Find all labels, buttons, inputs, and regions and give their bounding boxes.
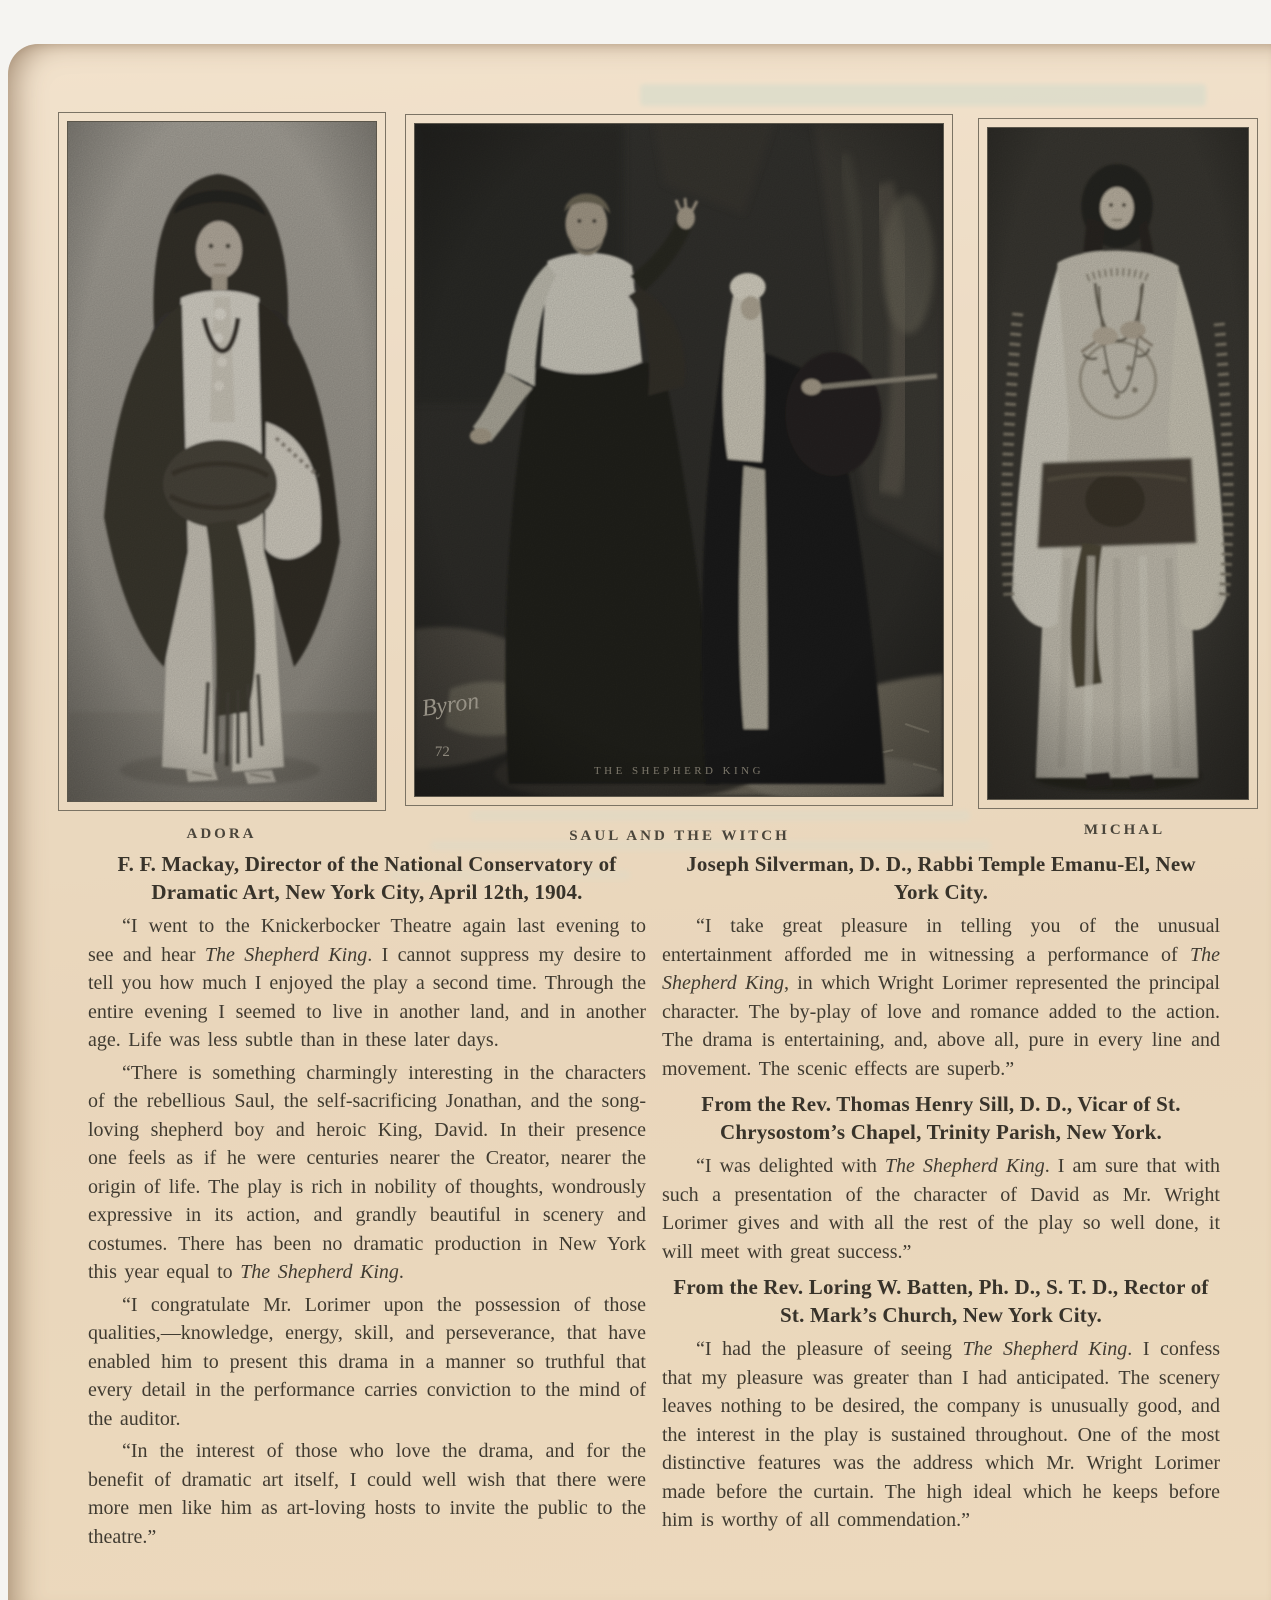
testimonial-paragraph: “There is something charmingly interesting in the characters of the rebellious Saul, the self-sacrificing Jonathan, and the song-loving shepherd boy and heroic King, David. In their presence one feels as if he were centuries nearer the Creator, nearer the origin of life. The play is rich in nobility of thoughts, wondrously expressive in its action, and grandly beautiful in scenery and costumes. There has been no dramatic production in New York this year equal to The Shepherd King. [88, 1061, 646, 1283]
column-right [662, 850, 1220, 1539]
photo-caption-adora: ADORA [186, 826, 257, 842]
testimonial-paragraph: “I was delighted with The Shepherd King. I am sure that with such a presentation of the character of David as Mr. Wright Lorimer gives and with all the rest of the play so well done, it will meet with great success.” [662, 1155, 1220, 1263]
bleed-through-smudge [470, 810, 970, 821]
testimonial-paragraph: “I went to the Knickerbocker Theatre again last evening to see and hear The Shepherd King. I cannot suppress my desire to tell you how much I enjoyed the play a second time. Through the entire evening I seemed to live in another land, and in another age. Life was less subtle than in these later days. [88, 915, 646, 1051]
testimonial-heading-mackay: F. F. Mackay, Director of the National Conservatory of Dramatic Art, New York City, April 12th, 1904. [117, 852, 617, 904]
saul-witch-photo-illustration [415, 124, 943, 796]
photo-michal-image [987, 127, 1249, 800]
photo-adora [58, 112, 386, 811]
testimonial-paragraph: “In the interest of those who love the drama, and for the benefit of dramatic art itself, I could well wish that there were more men like him as art-loving hosts to invite the public to the theatre.” [88, 1440, 646, 1548]
plate-number: 72 [434, 743, 450, 761]
photo-saul-and-witch [405, 114, 953, 806]
page [8, 44, 1271, 1600]
michal-photo-illustration [988, 128, 1248, 799]
embedded-photo-title: THE SHEPHERD KING [594, 764, 764, 778]
column-left [88, 850, 646, 1555]
bleed-through-band [640, 84, 1206, 106]
photo-caption-michal: MICHAL [1083, 822, 1166, 838]
testimonial-heading-silverman: Joseph Silverman, D. D., Rabbi Temple Emanu-El, New York City. [686, 852, 1196, 904]
testimonial-heading-batten: From the Rev. Loring W. Batten, Ph. D., S. T. D., Rector of St. Mark’s Church, New York City. [673, 1275, 1209, 1327]
testimonial-paragraph: “I had the pleasure of seeing The Shepherd King. I confess that my pleasure was greater than I had anticipated. The scenery leaves nothing to be desired, the company is unusually good, and the interest in the play is sustained throughout. One of the most distinctive features was the address which Mr. Wright Lorimer made before the curtain. The high ideal which he keeps before him is worthy of all commendation.” [662, 1338, 1221, 1531]
photo-michal [978, 118, 1258, 809]
adora-photo-illustration [68, 122, 376, 801]
photographer-signature: Byron [420, 688, 481, 722]
photo-caption-saul-and-witch: SAUL AND THE WITCH [569, 828, 790, 844]
testimonial-paragraph: “I congratulate Mr. Lorimer upon the possession of those qualities,—knowledge, energy, skill, and perseverance, that have enabled him to present this drama in a manner so truthful that every detail in the performance carries conviction to the mind of the auditor. [88, 1293, 646, 1430]
testimonial-heading-sill: From the Rev. Thomas Henry Sill, D. D., Vicar of St. Chrysostom’s Chapel, Trinity Parish, New York. [701, 1092, 1181, 1144]
photo-adora-image [67, 121, 377, 802]
photo-saul-and-witch-image [414, 123, 944, 797]
testimonial-paragraph: “I take great pleasure in telling you of the unusual entertainment afforded me in witnessing a performance of The Shepherd King, in which Wright Lorimer represented the principal character. The by-play of love and romance added to the action. The drama is entertaining, and, above all, pure in every line and movement. The scenic effects are superb.” [662, 915, 1220, 1080]
